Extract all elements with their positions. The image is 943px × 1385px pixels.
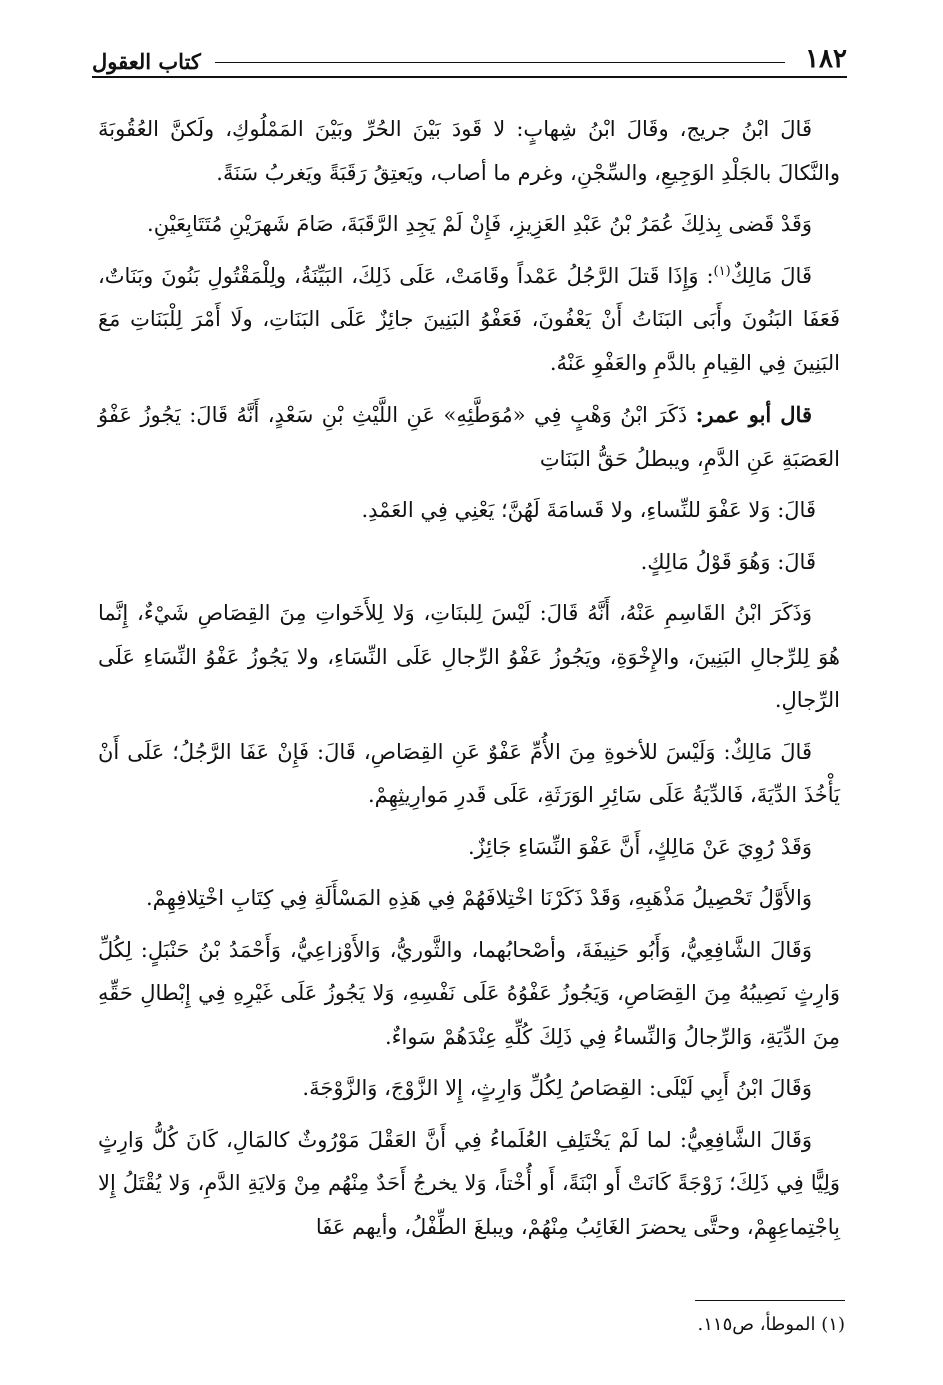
paragraph [98,255,840,386]
paragraph: وَقَالَ الشَّافِعِيُّ: لما لَمْ يَخْتَلِفِ العُلَماءُ فِي أَنَّ العَقْلَ مَوْرُوثٌ كالمَالِ، كَانَ كُلُّ وَارِثٍ وَلِيًّا فِي ذَلِكَ؛ زَوْجَةً كَانَتْ أَو ابْنَةً، أَو أُخْتاً، وَلا يخرجُ أَحَدٌ مِنْهُم مِنْ وَلايَةِ الدَّمِ، وَلا يُقْتَلُ إِلا بِاجْتِماعِهِمْ، وحتَّى يحضرَ الغَائِبُ مِنْهُمْ، ويبلغَ الطِّفْلُ، وأيهم عَفَا [98,1127,840,1239]
speaker-lead: قال أبو عمر: [695,402,812,427]
page-header [92,38,847,72]
header-rule [92,76,847,78]
paragraph: وَالأَوَّلُ تَحْصِيلُ مَذْهَبِهِ، وَقَدْ ذَكَرْنَا اخْتِلافَهُمْ فِي هَذِهِ المَسْأَلَةِ فِي كِتَابِ اخْتِلافِهِمْ. [145,886,812,910]
paragraph: قَالَ مَالِكٌ: وَلَيْسَ للأخوةِ مِنَ الأُمِّ عَفْوٌ عَنِ القِصَاصِ، قَالَ: فَإِنْ عَفَا الرَّجُلُ؛ عَلَى أَنْ يَأْخُذَ الدِّيَةَ، فَالدِّيَةُ عَلَى سَائِرِ الوَرَثَةِ، عَلَى قَدرِ مَوارِيثِهِمْ. [98,739,840,807]
paragraph: وَقَالَ الشَّافِعِيُّ، وَأَبُو حَنِيفَةَ، وأصْحابُهما، والثَّوريُّ، وَالأَوْزاعِيُّ، وَأَحْمَدُ بْنُ حَنْبَلٍ: لِكُلِّ وَارِثٍ نَصِيبُهُ مِنَ القِصَاصِ، وَيَجُوزُ عَفْوُهُ عَلَى نَفْسِهِ، وَلا يَجُوزُ عَلَى غَيْرِهِ فِي إِبْطالِ حَقِّهِ مِنَ الدِّيَةِ، وَالرِّجالُ وَالنِّساءُ فِي ذَلِكَ كُلِّهِ عِنْدَهُمْ سَواءٌ. [98,937,840,1049]
paragraph [98,393,840,481]
paragraph: وَذَكَرَ ابْنُ القَاسِمِ عَنْهُ، أَنَّهُ قَالَ: لَيْسَ لِلبنَاتِ، وَلا لِلأَخَواتِ مِنَ القِصَاصِ شَيْءٌ، إِنَّما هُوَ لِلرِّجالِ البَنِينَ، والإِخْوَةِ، ويَجُوزُ عَفْوُ الرِّجالِ عَلَى النِّسَاءِ، ولا يَجُوزُ عَفْوُ النِّسَاءِ عَلَى الرِّجالِ. [98,601,840,712]
paragraph-text: ذَكَرَ ابْنُ وَهْبٍ فِي «مُوَطَّئِهِ» عَنِ اللَّيْثِ بْنِ سَعْدٍ، أَنَّهُ قَالَ: يَجُوزُ عَفْوُ العَصَبَةِ عَنِ الدَّمِ، ويبطلُ حَقُّ البَنَاتِ [98,403,840,471]
page-number: ١٨٢ [805,44,847,74]
main-text [98,108,840,1257]
paragraph: قَالَ: وَهُوَ قَوْلُ مَالِكٍ. [640,549,816,574]
paragraph-text: قَالَ مَالِكٌ [730,263,812,288]
paragraph: وَقَالَ ابْنُ أَبِي لَيْلَى: القِصَاصُ لِكُلِّ وَارِثٍ، إِلا الزَّوْجَ، وَالزَّوْجَةَ. [302,1076,812,1100]
footnote-marker: (١) [713,263,731,279]
paragraph: قَالَ ابْنُ جريج، وقَالَ ابْنُ شِهابٍ: لا قَودَ بَيْنَ الحُرِّ وبَيْنَ المَمْلُوكِ، ولَكنَّ العُقُوبَةَ والنَّكالَ بالجَلْدِ الوَجِيعِ، والسِّجْنِ، وغرم ما أصاب، ويَعتِقُ رَقَبَةً ويَغربُ سَنَةً. [98,117,840,185]
header-dash-rule [215,62,785,63]
paragraph: قَالَ: وَلا عَفْوَ للنِّساءِ، ولا قَسامَةَ لَهُنَّ؛ يَعْنِي فِي العَمْدِ. [361,498,816,522]
footnote-rule [695,1300,845,1301]
paragraph-text: : وَإِذَا قَتلَ الرَّجُلُ عَمْداً وقَامَتْ، عَلَى ذَلِكَ، البَيِّنَةُ، ولِلْمَقْتُولِ بَنُونَ وبَنَاتٌ، فَعَفَا البَنُونَ وأَبَى البَنَاتُ أَنْ يَعْفُونَ، فَعَفْوُ البَنِينَ جائِزٌ عَلَى البَنَاتِ، ولَا أَمْرَ لِلْبَنَاتِ مَعَ البَنِينَ فِي القِيامِ بالدَّمِ والعَفْوِ عَنْهُ. [98,263,840,375]
footnote: (١) الموطأ، ص١١٥. [697,1314,845,1335]
paragraph: وَقَدْ رُوِيَ عَنْ مَالِكٍ، أَنَّ عَفْوَ النِّسَاءِ جَائِزٌ. [467,834,812,859]
paragraph: وَقَدْ قَضى بِذلِكَ عُمَرُ بْنُ عَبْدِ العَزِيزِ، فَإِنْ لَمْ يَجِدِ الرَّقَبَةَ، صَامَ شَهرَيْنِ مُتَتَابِعَيْنِ. [147,212,812,236]
running-title: كتاب العقول [92,49,201,74]
